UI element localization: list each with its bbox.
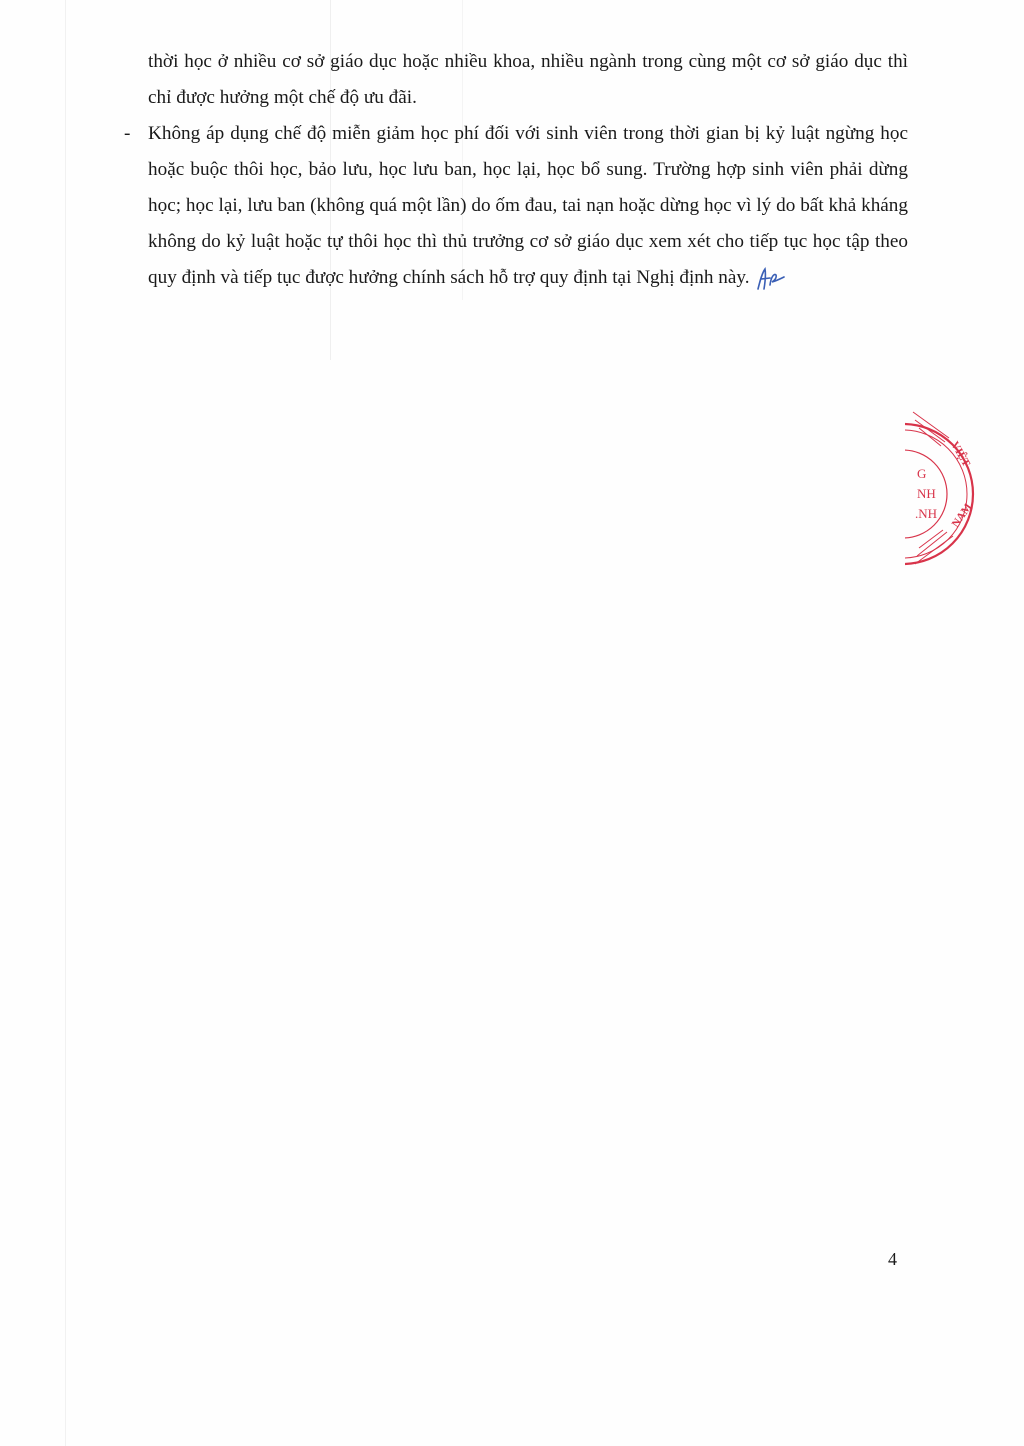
svg-text:G: G [917, 466, 927, 481]
bullet-marker: - [124, 123, 131, 144]
bullet-text: Không áp dụng chế độ miễn giảm học phí đối với sinh viên trong thời gian bị kỷ luật ngừng học hoặc buộc thôi học, bảo lưu, học lưu ban, học lại, học bổ sung. Trường hợp sinh viên phải dừng học; học lại, lưu ban (không quá một lần) do ốm đau, tai nạn hoặc dừng học vì lý do bất khả kháng không do kỷ luật hoặc tự thôi học thì thủ trưởng cơ sở giáo dục xem xét cho tiếp tục học tập theo quy định và tiếp tục được hưởng chính sách hỗ trợ quy định tại Nghị định này. [148, 123, 908, 288]
svg-text:NAM: NAM [949, 501, 975, 530]
svg-text:.NH: .NH [915, 506, 938, 521]
handwritten-initials [752, 263, 788, 293]
svg-text:NH: NH [917, 486, 936, 501]
bullet-paragraph [124, 116, 908, 296]
scan-artifact-line [65, 0, 66, 1446]
official-seal-stamp [905, 408, 985, 580]
page-number: 4 [888, 1249, 897, 1269]
svg-text:VIỆT: VIỆT [948, 439, 973, 469]
continuation-paragraph: thời học ở nhiều cơ sở giáo dục hoặc nhiều khoa, nhiều ngành trong cùng một cơ sở giáo dục thì chỉ được hưởng một chế độ ưu đãi. [148, 51, 908, 108]
document-body [124, 44, 908, 296]
